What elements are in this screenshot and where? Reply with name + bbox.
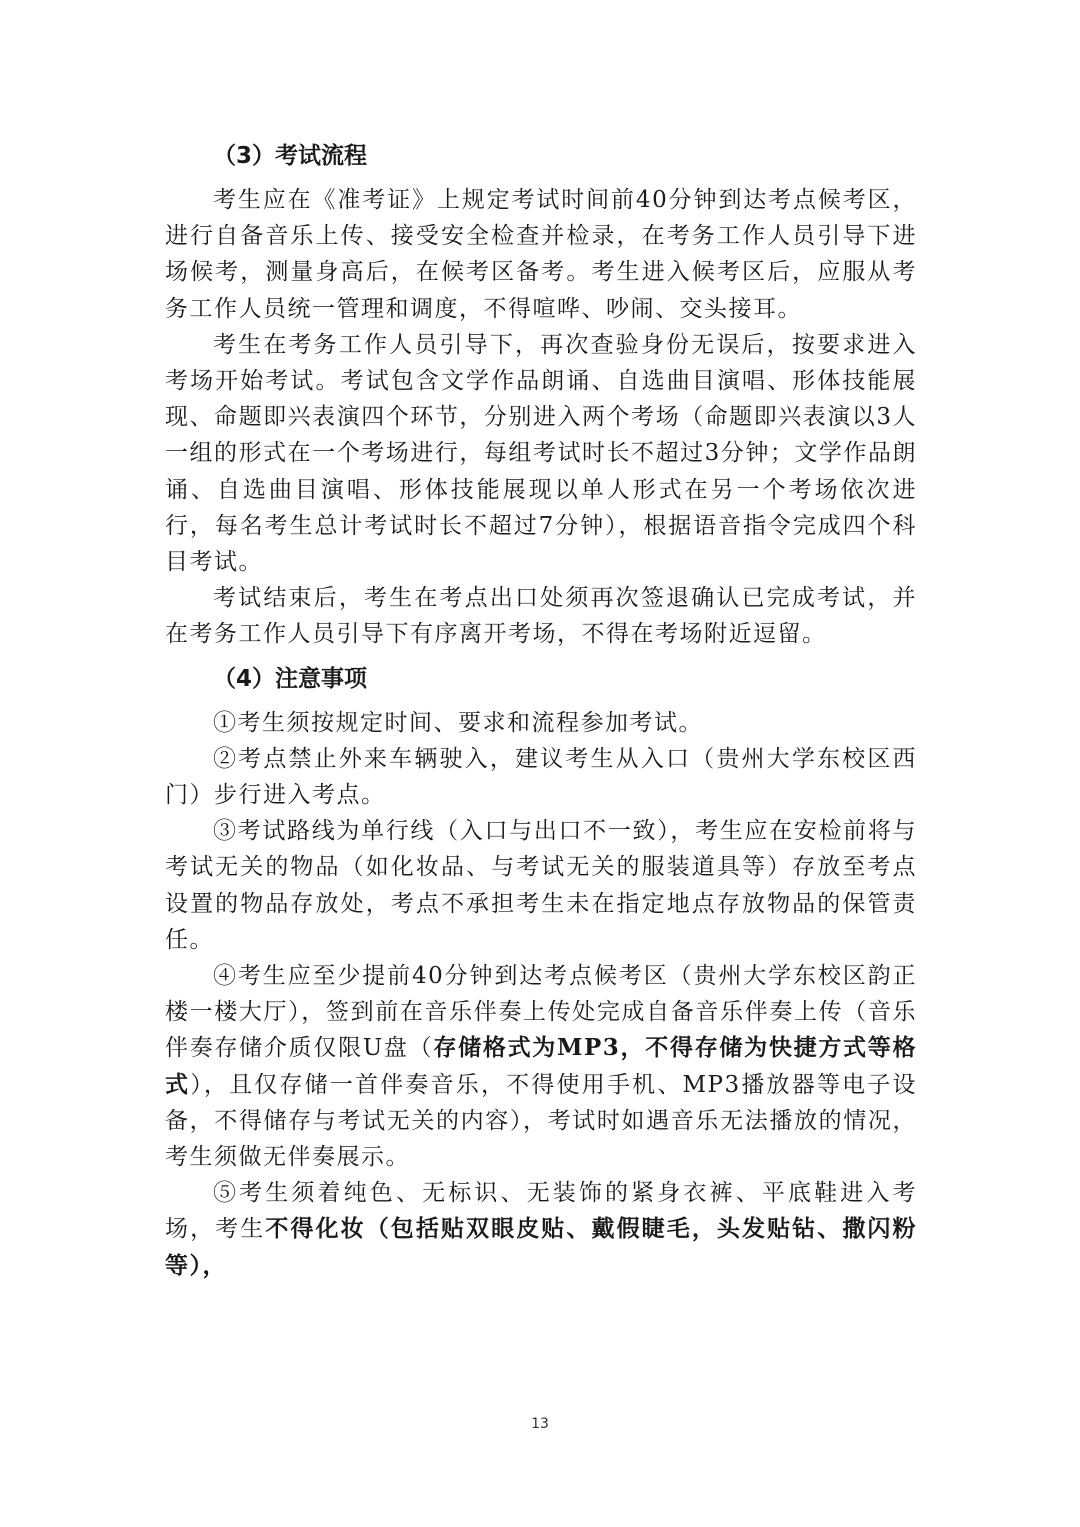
section-heading-exam-process: （3）考试流程 bbox=[213, 143, 368, 169]
note-item-5-bold: 不得化妆（包括贴双眼皮贴、戴假睫毛，头发贴钻、撒闪粉等）， bbox=[165, 1215, 918, 1279]
note-item-4-text-b: ），且仅存储一首伴奏音乐，不得使用手机、MP3播放器等电子设备，不得储存与考试无关的内容），考试时如遇音乐无法播放的情况，考生须做无伴奏展示。 bbox=[165, 1071, 918, 1171]
paragraph-arrival: 考生应在《准考证》上规定考试时间前40分钟到达考点候考区，进行自备音乐上传、接受安全检查并检录，在考务工作人员引导下进场候考，测量身高后，在候考区备考。考生进入候考区后，应服从考务工作人员统一管理和调度，不得喧哗、吵闹、交头接耳。 bbox=[165, 187, 917, 322]
note-item-1: ①考生须按规定时间、要求和流程参加考试。 bbox=[213, 709, 703, 736]
note-item-3: ③考试路线为单行线（入口与出口不一致），考生应在安检前将与考试无关的物品（如化妆品、与考试无关的服装道具等）存放至考点设置的物品存放处，考点不承担考生未在指定地点存放物品的保管责任。 bbox=[165, 818, 917, 953]
note-item-4-text-a: ④考生应至少提前40分钟到达考点候考区（贵州大学东校区韵正楼一楼大厅），签到前在音乐伴奏上传处完成自备音乐伴奏上传（音乐伴奏存储介质仅限U盘（ bbox=[165, 963, 917, 1062]
note-item-5 bbox=[165, 1175, 917, 1284]
note-item-4 bbox=[165, 958, 917, 1175]
paragraph-exam-end: 考试结束后，考生在考点出口处须再次签退确认已完成考试，并在考务工作人员引导下有序离开考场，不得在考场附近逗留。 bbox=[165, 585, 917, 648]
note-item-4-bold: 存储格式为MP3，不得存储为快捷方式等格式 bbox=[165, 1034, 917, 1098]
document-body bbox=[165, 130, 917, 1284]
paragraph-exam-content: 考生在考务工作人员引导下，再次查验身份无误后，按要求进入考场开始考试。考试包含文学作品朗诵、自选曲目演唱、形体技能展现、命题即兴表演四个环节，分别进入两个考场（命题即兴表演以3人一组的形式在一个考场进行，每组考试时长不超过3分钟；文学作品朗诵、自选曲目演唱、形体技能展现以单人形式在另一个考场依次进行，每名考生总计考试时长不超过7分钟），根据语音指令完成四个科目考试。 bbox=[165, 331, 917, 576]
page-number: 13 bbox=[531, 1416, 549, 1432]
note-item-5-text: ⑤考生须着纯色、无标识、无装饰的紧身衣裤、平底鞋进入考场，考生 bbox=[165, 1180, 917, 1243]
section-heading-notes: （4）注意事项 bbox=[213, 665, 368, 692]
note-item-2: ②考点禁止外来车辆驶入，建议考生从入口（贵州大学东校区西门）步行进入考点。 bbox=[165, 745, 917, 809]
